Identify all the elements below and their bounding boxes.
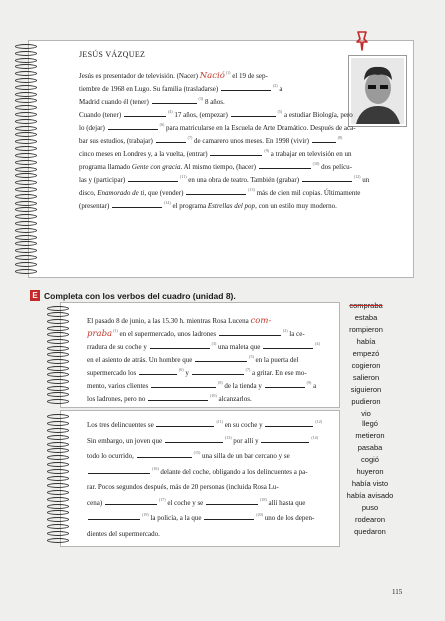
blank-number: (13) [224, 434, 232, 440]
text-segment: dientes del supermercado. [87, 529, 160, 538]
text-line [87, 315, 320, 328]
text-segment: alcanzarlos. [216, 395, 252, 403]
blank-number: (20) [256, 512, 263, 517]
answer-blank[interactable] [265, 419, 313, 427]
text-line [79, 148, 369, 161]
spiral-coil [15, 180, 37, 185]
spiral-coil [47, 306, 69, 311]
blank-number: (5) [277, 109, 283, 114]
spiral-coil [47, 372, 69, 377]
verb-option: huyeron [356, 467, 384, 476]
text-segment: Sin embargo, un joven que [87, 436, 164, 445]
blank-number: (10) [312, 161, 320, 166]
text-segment: bar sus estudios, (trabajar) [79, 137, 155, 145]
handwritten-answer: com- [250, 316, 272, 326]
spiral-coil [15, 214, 37, 219]
text-segment: a trabajar en televisión en un [269, 150, 352, 158]
spiral-coil [47, 497, 69, 502]
text-segment: cinco meses en Londres y, a la vuelta, (entrar) [79, 150, 210, 158]
answer-blank[interactable] [231, 109, 276, 117]
text-segment: una maleta que [216, 343, 263, 351]
text-segment: dos pelícu- [319, 163, 353, 171]
text-segment: todo lo ocurrido, [87, 452, 136, 460]
card3-text [87, 418, 322, 542]
blank-number: (19) [142, 512, 149, 517]
blank-number: (13) [248, 187, 255, 192]
verb-option: metieron [355, 431, 385, 440]
spiral-coil [47, 421, 69, 426]
spiral-coil [47, 504, 69, 509]
text-line [87, 449, 322, 465]
blank-number: (5) [249, 354, 254, 359]
spiral-coil [47, 531, 69, 536]
text-segment: . Al mismo tiempo, (hacer) [180, 163, 258, 171]
verb-option: pasaba [357, 443, 383, 452]
text-segment: un [360, 176, 370, 184]
answer-blank[interactable] [112, 200, 162, 208]
spiral-coil [15, 78, 37, 83]
blank-number: (6) [159, 122, 165, 127]
blank-number: (8) [217, 380, 223, 385]
spiral-coil [15, 173, 37, 178]
spiral-coil [47, 448, 69, 453]
text-segment: el 19 de sep- [230, 72, 268, 80]
verb-option: había [356, 337, 376, 346]
blank-number: (11) [216, 419, 223, 424]
pushpin-icon [355, 30, 369, 52]
verb-option: vio [361, 409, 371, 418]
verb-box-1 [331, 300, 401, 420]
text-line [87, 434, 322, 450]
blank-number: (14) [164, 200, 171, 205]
answer-blank[interactable] [204, 512, 254, 520]
text-segment: el coche y se [165, 498, 206, 507]
spiral-coil [15, 248, 37, 253]
text-segment: Cuando (tener) [79, 111, 123, 119]
text-segment: rar. Pocos segundos después, más de 20 personas (incluida Rosa Lu- [87, 483, 279, 491]
blank-number: (15) [193, 450, 201, 455]
text-segment: 17 años, (empezar) [172, 111, 230, 119]
text-line [79, 109, 369, 122]
text-segment: , con un estilo muy moderno. [255, 202, 337, 210]
blank-number: (1) [113, 328, 118, 333]
spiral-coil [15, 139, 37, 144]
text-segment: a [311, 382, 317, 390]
text-line [87, 367, 320, 380]
text-line [87, 393, 320, 406]
answer-blank[interactable] [312, 135, 336, 143]
text-segment: en el supermercado, unos ladrones [117, 330, 218, 338]
text-segment: rradura de su coche y [87, 343, 149, 351]
blank-number: (18) [260, 496, 267, 502]
spiral-coil [15, 51, 37, 56]
text-segment: la ce- [287, 330, 305, 338]
blank-number: (2) [272, 83, 278, 88]
answer-blank[interactable] [128, 174, 178, 182]
answer-blank[interactable] [108, 122, 158, 130]
text-segment: por allí y [231, 436, 261, 445]
title-italic: Gente con gracia [131, 163, 181, 171]
answer-blank[interactable] [261, 435, 309, 443]
verb-option: cogió [361, 455, 379, 464]
answer-blank[interactable] [88, 466, 150, 474]
answer-blank[interactable] [221, 83, 271, 91]
text-line [79, 135, 369, 148]
verb-option: había visto [351, 479, 389, 488]
spiral-coil [15, 64, 37, 69]
text-line [79, 161, 369, 174]
spiral-coil [47, 414, 69, 419]
spiral-coil [15, 92, 37, 97]
spiral-coil [47, 379, 69, 384]
text-segment: de la tienda y [222, 382, 264, 390]
text-line [79, 200, 369, 213]
verb-option-used: compraba [349, 301, 383, 310]
verb-option: empezó [352, 349, 380, 358]
text-line [79, 83, 369, 96]
spiral-coil [47, 462, 69, 467]
card1-text [79, 70, 369, 213]
blank-number: (12) [315, 419, 323, 424]
verb-option: quedaron [354, 527, 386, 536]
spiral-coil [47, 326, 69, 331]
spiral-coil [15, 241, 37, 246]
blank-number: (14) [311, 434, 318, 440]
verb-option: llegó [362, 419, 378, 428]
blank-number: (1) [225, 70, 231, 75]
text-line [87, 354, 320, 367]
spiral-coil [47, 490, 69, 495]
text-segment: y [183, 369, 191, 377]
text-segment: , que (vender) [144, 189, 186, 197]
answer-blank[interactable] [105, 497, 157, 505]
blank-number: (12) [353, 174, 361, 179]
spiral-coil [47, 517, 69, 522]
blank-number: (11) [180, 174, 187, 179]
spiral-coil [47, 524, 69, 529]
answer-blank[interactable] [88, 512, 140, 520]
spiral-coil [15, 146, 37, 151]
blank-number: (16) [152, 465, 159, 471]
spiral-coil [15, 221, 37, 226]
answer-blank[interactable] [259, 161, 311, 169]
text-segment: más de cien mil copias. Últimamente [254, 189, 361, 197]
text-segment: programa llamado [79, 163, 132, 171]
answer-blank[interactable] [139, 367, 177, 375]
spiral-coil [15, 132, 37, 137]
answer-blank[interactable] [137, 450, 192, 458]
answer-blank[interactable] [150, 341, 210, 349]
spiral-coil [47, 442, 69, 447]
verb-option: puso [361, 503, 379, 512]
blank-number: (10) [210, 393, 217, 398]
answer-blank[interactable] [263, 341, 313, 349]
text-segment: uno de los depen- [262, 514, 315, 522]
verb-option: salieron [352, 373, 380, 382]
verb-option: había avisado [346, 491, 394, 500]
card2-text [87, 315, 320, 406]
answer-blank[interactable] [124, 109, 166, 117]
spiral-coil [47, 386, 69, 391]
blank-number: (4) [315, 341, 320, 346]
spiral-coil [47, 359, 69, 364]
text-segment: mento, varios clientes [87, 382, 150, 390]
spiral-coil [47, 339, 69, 344]
spiral-coil [15, 98, 37, 103]
answer-blank[interactable] [152, 96, 197, 104]
text-line [87, 527, 322, 543]
spiral-coil [47, 332, 69, 337]
spiral-coil [15, 201, 37, 206]
spiral-coil [15, 167, 37, 172]
text-segment: El pasado 8 de junio, a las 15.30 h. mientras Rosa Lucena [87, 317, 251, 325]
blank-number: (9) [306, 380, 312, 385]
text-segment: (presentar) [79, 202, 112, 210]
spiral-coil [47, 392, 69, 397]
handwritten-answer: praba [87, 329, 113, 339]
spiral-binding [47, 305, 71, 405]
text-line [87, 511, 322, 527]
answer-blank[interactable] [165, 435, 223, 443]
spiral-coil [47, 455, 69, 460]
answer-blank[interactable] [148, 393, 208, 401]
spiral-coil [15, 119, 37, 124]
blank-number: (7) [187, 135, 193, 140]
text-line [79, 96, 369, 109]
spiral-coil [15, 85, 37, 90]
spiral-coil [47, 428, 69, 433]
text-segment: en su coche y [222, 421, 265, 429]
spiral-coil [47, 469, 69, 474]
spiral-coil [15, 255, 37, 260]
blank-number: (4) [167, 109, 173, 114]
spiral-coil [47, 538, 69, 543]
text-line [87, 480, 322, 496]
verb-option: pudieron [351, 397, 381, 406]
spiral-coil [15, 194, 37, 199]
text-segment: de camarero unos meses. En 1998 (vivir) [192, 137, 311, 145]
spiral-coil [15, 105, 37, 110]
spiral-coil [47, 312, 69, 317]
answer-blank[interactable] [186, 187, 246, 195]
text-segment: cena) [87, 498, 104, 507]
answer-blank[interactable] [156, 419, 214, 427]
text-segment: para matricularse en la Escuela de Arte Dramático. Después de aca- [164, 124, 356, 132]
answer-blank[interactable] [151, 380, 216, 388]
text-line [87, 418, 322, 434]
handwritten-answer: Nació [199, 71, 225, 81]
text-segment: en una obra de teatro. También (grabar) [186, 176, 301, 184]
text-line [79, 174, 369, 187]
text-segment: lo (dejar) [79, 124, 107, 132]
spiral-coil [47, 510, 69, 515]
text-segment: Jesús es presentador de televisión. (Nacer) [79, 72, 200, 80]
text-segment: Madrid cuando él (tener) [79, 98, 151, 106]
text-line [87, 328, 320, 341]
text-line [87, 380, 320, 393]
spiral-binding [47, 413, 71, 544]
spiral-coil [47, 435, 69, 440]
answer-blank[interactable] [156, 135, 186, 143]
text-segment: los ladrones, pero no [87, 395, 148, 403]
section-title: Completa con los verbos del cuadro (unidad 8). [44, 290, 236, 301]
spiral-coil [15, 153, 37, 158]
spiral-coil [15, 112, 37, 117]
spiral-coil [47, 399, 69, 404]
text-line [79, 70, 369, 83]
text-segment: en el asiento de atrás. Un hombre que [87, 356, 195, 364]
text-line [87, 341, 320, 354]
blank-number: (2) [282, 328, 288, 333]
section-letter-badge: E [30, 290, 40, 301]
text-segment: allí hasta que [266, 498, 306, 507]
text-segment: 8 años. [203, 98, 225, 106]
text-segment: a estudiar Biología, pero [282, 111, 353, 119]
blank-number: (3) [198, 96, 204, 101]
text-segment: a [277, 85, 283, 93]
verb-option: rodearon [354, 515, 386, 524]
text-segment: delante del coche, obligando a los delincuentes a pa- [158, 467, 308, 476]
answer-blank[interactable] [302, 174, 352, 182]
answer-blank[interactable] [210, 148, 262, 156]
text-segment: el programa [170, 202, 208, 210]
spiral-coil [47, 483, 69, 488]
spiral-coil [47, 346, 69, 351]
blank-number: (7) [245, 367, 251, 372]
verb-option: rompieron [349, 325, 383, 334]
spiral-coil [15, 187, 37, 192]
text-segment: a gritar. En ese mo- [250, 369, 307, 377]
answer-blank[interactable] [192, 367, 244, 375]
blank-number: (9) [264, 148, 270, 153]
text-line [87, 465, 322, 481]
spiral-coil [47, 366, 69, 371]
verb-option: estaba [354, 313, 378, 322]
verb-box-2 [335, 418, 405, 538]
title-italic: Enamorado de ti [97, 189, 145, 197]
text-segment: una silla de un bar cercano y se [200, 452, 290, 460]
text-line [79, 122, 369, 135]
answer-blank[interactable] [195, 354, 247, 362]
spiral-coil [15, 126, 37, 131]
spiral-coil [15, 160, 37, 165]
answer-blank[interactable] [206, 497, 258, 505]
spiral-coil [47, 319, 69, 324]
text-segment: disco, [79, 189, 98, 197]
verb-option: cogieron [351, 361, 381, 370]
spiral-coil [15, 235, 37, 240]
text-segment: tiembre de 1968 en Lugo. Su familia (trasladarse) [79, 85, 220, 93]
text-segment: supermercado los [87, 369, 138, 377]
text-segment: Los tres delincuentes se [87, 421, 156, 429]
verb-option: siguieron [350, 385, 382, 394]
spiral-coil [15, 71, 37, 76]
blank-number: (3) [211, 341, 217, 346]
section-e-heading [30, 290, 236, 301]
text-segment: la policía, a la que [148, 514, 204, 522]
spiral-coil [15, 44, 37, 49]
spiral-coil [15, 207, 37, 212]
spiral-coil [15, 228, 37, 233]
spiral-binding [15, 43, 39, 275]
answer-blank[interactable] [219, 328, 281, 336]
blank-number: (6) [178, 367, 184, 372]
spiral-coil [15, 262, 37, 267]
answer-blank[interactable] [265, 380, 305, 388]
title-italic: Estrellas del pop [207, 202, 256, 210]
card1-title: JESÚS VÁZQUEZ [79, 50, 146, 59]
text-segment: las y (participar) [79, 176, 128, 184]
blank-number: (17) [158, 496, 166, 502]
text-segment: en la puerta del [253, 356, 299, 364]
spiral-coil [15, 269, 37, 274]
spiral-coil [15, 58, 37, 63]
text-line [79, 187, 369, 200]
text-line [87, 496, 322, 512]
page-number: 115 [392, 588, 403, 596]
spiral-coil [47, 352, 69, 357]
spiral-coil [47, 476, 69, 481]
blank-number: (8) [337, 135, 343, 140]
